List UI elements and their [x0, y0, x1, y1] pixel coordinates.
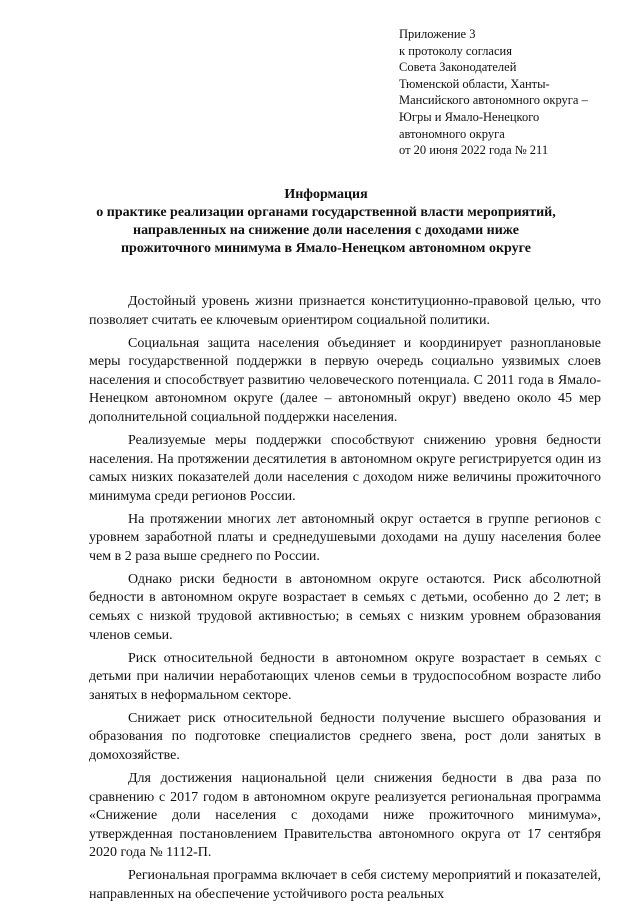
title-heading: Информация — [284, 187, 368, 202]
body-paragraph: Реализуемые меры поддержки способствуют снижению уровня бедности населения. На протяжении десятилетия в автономном округе регистрируется один из самых низких показателей доли населения с доходом ниже величины прожиточного минимума среди регионов России. — [89, 432, 601, 504]
body-paragraph: Однако риски бедности в автономном округе остаются. Риск абсолютной бедности в автономном округе возрастает в семьях с детьми, особенно до 2 лет; в семьях с низкой трудовой активностью; в семьях с низким уровнем образования членов семьи. — [89, 571, 601, 643]
appendix-line: автономного округа — [399, 126, 505, 141]
body-paragraph: Риск относительной бедности в автономном округе возрастает в семьях с детьми при наличии неработающих членов семьи в трудоспособном возрасте либо занятых в неформальном секторе. — [89, 650, 601, 703]
body-paragraph: Для достижения национальной цели снижения бедности в два раза по сравнению с 2017 годом в автономном округе реализуется региональная программа «Снижение доли населения с доходами ниже прожиточного минимума», утвержденная постановлением Правительства автономного округа от 17 сентября 2020 года № 1112-П. — [89, 770, 601, 861]
appendix-line: Тюменской области, Ханты- — [399, 76, 550, 91]
body-paragraph: Достойный уровень жизни признается конституционно-правовой целью, что позволяет считать ее ключевым ориентиром социальной политики. — [89, 294, 601, 328]
title-line: направленных на снижение доли населения с доходами ниже — [133, 223, 519, 238]
title-line: прожиточного минимума в Ямало-Ненецком автономном округе — [120, 241, 532, 256]
appendix-line: Мансийского автономного округа – — [399, 93, 588, 108]
appendix-line: Приложение 3 — [399, 27, 476, 41]
appendix-line: к протоколу согласия — [399, 43, 512, 58]
appendix-line: Югры и Ямало-Ненецкого — [399, 109, 540, 124]
body-paragraph: Социальная защита населения объединяет и координирует разноплановые меры государственной поддержки в первую очередь социально уязвимых слоев населения и способствует развитию человеческого потенциала. С 2011 года в Ямало-Ненецком автономном округе (далее – автономный округ) введено около 45 мер дополнительной социальной поддержки населения. — [89, 335, 601, 425]
body-paragraph: Снижает риск относительной бедности получение высшего образования и образования по подготовке специалистов среднего звена, рост доли занятых в домохозяйстве. — [89, 710, 601, 763]
body-paragraph: На протяжении многих лет автономный округ остается в группе регионов с уровнем заработной платы и среднедушевыми доходами на душу населения более чем в 2 раза выше среднего по России. — [89, 511, 601, 564]
appendix-line: от 20 июня 2022 года № 211 — [399, 143, 549, 158]
title-line: о практике реализации органами государственной власти мероприятий, — [96, 205, 556, 220]
appendix-block — [399, 26, 619, 159]
document-body — [89, 293, 601, 905]
body-paragraph: Региональная программа включает в себя систему мероприятий и показателей, направленных на обеспечение устойчивого роста реальных — [89, 868, 601, 902]
appendix-line: Совета Законодателей — [399, 60, 517, 75]
document-title — [78, 186, 574, 258]
